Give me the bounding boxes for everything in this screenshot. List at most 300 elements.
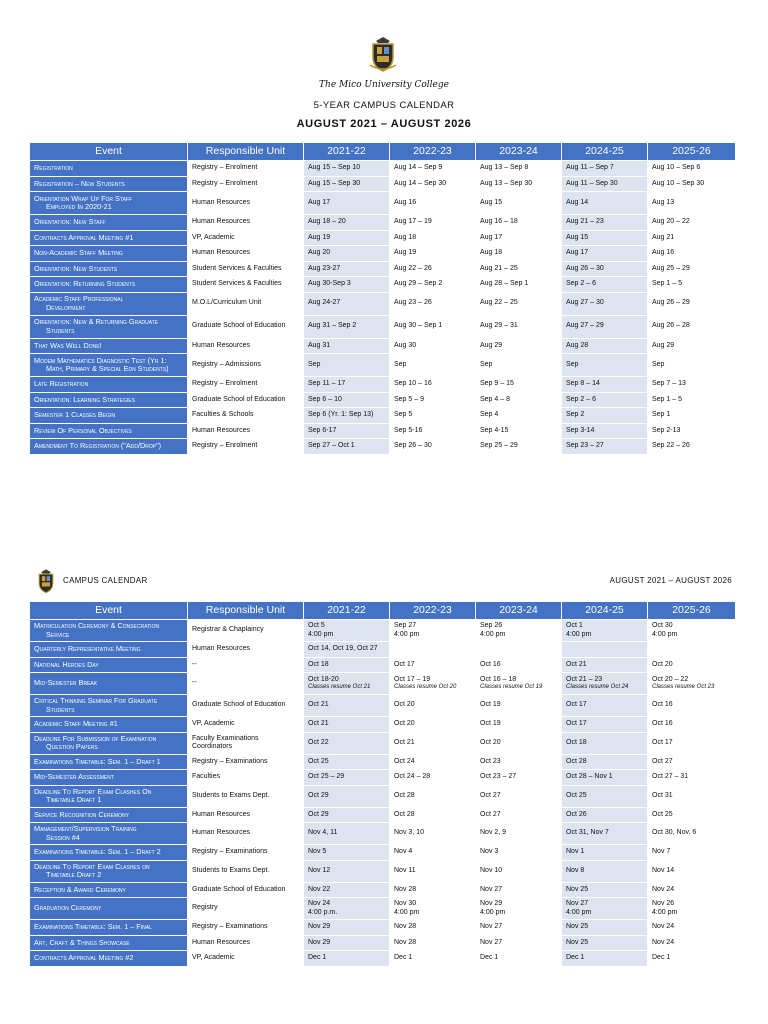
event-label: Development xyxy=(46,302,86,312)
date-cell: Sep 9 – 15 xyxy=(476,377,562,393)
date-value: Oct 16 xyxy=(480,660,501,668)
event-label: Amendment To Registration ("Add/Drop") xyxy=(34,441,162,451)
event-cell xyxy=(30,246,188,262)
date-cell: Aug 27 – 29 xyxy=(562,315,648,338)
date-cell: Aug 16 xyxy=(390,192,476,215)
date-cell: Sep 4-15 xyxy=(476,423,562,439)
date-cell: Aug 30-Sep 3 xyxy=(304,277,390,293)
event-cell xyxy=(30,754,188,770)
date-value: Oct 29 xyxy=(308,810,329,818)
date-cell xyxy=(304,620,390,642)
date-note: Classes resume Oct 23 xyxy=(652,684,715,691)
date-cell xyxy=(648,754,736,770)
date-value: Oct 17 – 19 xyxy=(394,676,431,684)
date-cell: Aug 29 xyxy=(648,338,736,354)
date-cell: Sep 4 – 8 xyxy=(476,392,562,408)
date-cell: Aug 13 – Sep 30 xyxy=(476,176,562,192)
date-cell: Aug 18 xyxy=(390,230,476,246)
date-value: Nov 12 xyxy=(308,866,331,874)
date-cell xyxy=(562,673,648,695)
column-header: 2021-22 xyxy=(304,602,390,620)
date-cell xyxy=(390,642,476,658)
date-value: Oct 14, Oct 19, Oct 27 xyxy=(308,645,378,653)
column-header: 2023-24 xyxy=(476,602,562,620)
date-cell: Sep 22 – 26 xyxy=(648,439,736,455)
date-value: Nov 22 xyxy=(308,885,331,893)
column-header: 2022-23 xyxy=(390,143,476,161)
date-cell xyxy=(390,807,476,823)
event-cell xyxy=(30,717,188,733)
table-row xyxy=(30,951,736,967)
column-header: 2025-26 xyxy=(648,143,736,161)
date-value: Oct 20 xyxy=(394,720,415,728)
event-cell xyxy=(30,732,188,754)
date-cell: Aug 11 – Sep 30 xyxy=(562,176,648,192)
date-cell xyxy=(562,620,648,642)
event-label: Reception & Award Ceremony xyxy=(34,884,126,894)
date-cell: Aug 17 xyxy=(562,246,648,262)
running-header-title: CAMPUS CALENDAR xyxy=(63,576,148,585)
date-cell: Aug 29 – Sep 2 xyxy=(390,277,476,293)
column-header: 2024-25 xyxy=(562,143,648,161)
date-value: Oct 24 – 28 xyxy=(394,773,431,781)
responsible-unit-cell: Student Services & Faculties xyxy=(188,261,304,277)
date-cell xyxy=(562,770,648,786)
responsible-unit-cell: Student Services & Faculties xyxy=(188,277,304,293)
event-cell xyxy=(30,377,188,393)
date-cell xyxy=(562,935,648,951)
date-cell xyxy=(648,935,736,951)
date-cell xyxy=(648,770,736,786)
date-value: Oct 17 xyxy=(566,720,587,728)
responsible-unit-cell: Graduate School of Education xyxy=(188,392,304,408)
responsible-unit-cell: Registry – Enrolment xyxy=(188,439,304,455)
date-cell xyxy=(476,951,562,967)
date-cell xyxy=(390,860,476,882)
event-cell xyxy=(30,951,188,967)
event-label: Employed In 2020-21 xyxy=(46,202,112,211)
date-cell xyxy=(648,695,736,717)
event-cell xyxy=(30,423,188,439)
event-label: Orientation Wrap Up For Staff xyxy=(34,193,133,203)
date-cell xyxy=(562,754,648,770)
column-header: Event xyxy=(30,143,188,161)
date-cell: Aug 20 xyxy=(304,246,390,262)
event-cell xyxy=(30,770,188,786)
responsible-unit-cell: Registry – Examinations xyxy=(188,920,304,936)
responsible-unit-cell: Registry – Enrolment xyxy=(188,161,304,177)
date-cell xyxy=(476,785,562,807)
date-value: Nov 5 xyxy=(308,848,327,856)
event-label: Students xyxy=(46,325,75,335)
event-label: Modem Mathematics Diagnostic Test (Yr 1: xyxy=(34,355,167,365)
event-label: Academic Staff Professional xyxy=(34,294,124,304)
event-label: Mid-Semester Break xyxy=(34,678,98,688)
calendar-subtitle: 5-YEAR CAMPUS CALENDAR xyxy=(313,100,455,111)
date-cell xyxy=(648,642,736,658)
table-row xyxy=(30,770,736,786)
event-cell xyxy=(30,935,188,951)
table-row xyxy=(30,292,736,315)
date-cell xyxy=(476,673,562,695)
date-cell: Aug 29 – 31 xyxy=(476,315,562,338)
event-label: Academic Staff Meeting #1 xyxy=(34,719,118,729)
date-value: Oct 20 – 22 xyxy=(652,676,689,684)
column-header: 2024-25 xyxy=(562,602,648,620)
date-cell: Sep 1 – 5 xyxy=(648,277,736,293)
date-cell: Sep 2 – 6 xyxy=(562,392,648,408)
event-label: Orientation: Returning Students xyxy=(34,279,136,289)
event-label: Art, Craft & Things Showcase xyxy=(34,937,130,947)
table-row xyxy=(30,882,736,898)
column-header: Event xyxy=(30,602,188,620)
date-cell: Aug 15 xyxy=(562,230,648,246)
event-label: Math, Primary & Special Edn Students) xyxy=(46,364,169,373)
date-cell xyxy=(390,657,476,673)
responsible-unit-cell: Registry – Enrolment xyxy=(188,377,304,393)
date-value: Nov 26 xyxy=(652,900,675,908)
date-value: Oct 17 xyxy=(394,660,415,668)
event-cell xyxy=(30,882,188,898)
date-value: Oct 31 xyxy=(652,791,673,799)
date-cell xyxy=(390,732,476,754)
date-value: Oct 27 xyxy=(480,810,501,818)
event-cell xyxy=(30,315,188,338)
date-cell xyxy=(304,770,390,786)
date-cell: Aug 15 – Sep 30 xyxy=(304,176,390,192)
date-cell xyxy=(390,785,476,807)
event-cell xyxy=(30,392,188,408)
date-value: Nov 24 xyxy=(652,885,675,893)
date-cell: Aug 23 – 26 xyxy=(390,292,476,315)
event-cell xyxy=(30,695,188,717)
date-cell xyxy=(562,732,648,754)
date-cell xyxy=(562,920,648,936)
date-cell xyxy=(390,935,476,951)
date-cell: Sep 5-16 xyxy=(390,423,476,439)
event-cell xyxy=(30,261,188,277)
responsible-unit-cell: Faculties & Schools xyxy=(188,408,304,424)
responsible-unit-cell: Human Resources xyxy=(188,423,304,439)
event-cell xyxy=(30,807,188,823)
date-value: Nov 4, 11 xyxy=(308,829,338,837)
date-cell xyxy=(562,882,648,898)
date-cell: Aug 19 xyxy=(304,230,390,246)
date-cell xyxy=(648,620,736,642)
date-cell xyxy=(476,642,562,658)
date-value: Nov 28 xyxy=(394,923,417,931)
date-note: 4:00 pm xyxy=(308,630,334,638)
date-cell: Aug 18 xyxy=(476,246,562,262)
date-value: Oct 26 xyxy=(566,810,587,818)
date-cell xyxy=(390,920,476,936)
date-cell xyxy=(648,807,736,823)
date-cell: Aug 28 – Sep 1 xyxy=(476,277,562,293)
date-cell: Aug 31 – Sep 2 xyxy=(304,315,390,338)
table-row xyxy=(30,392,736,408)
event-cell xyxy=(30,673,188,695)
date-cell xyxy=(476,823,562,845)
date-cell xyxy=(648,860,736,882)
event-label: Quarterly Representative Meeting xyxy=(34,644,141,654)
date-cell xyxy=(476,845,562,861)
date-cell xyxy=(390,770,476,786)
date-cell: Aug 17 xyxy=(304,192,390,215)
date-value: Nov 4 xyxy=(394,848,413,856)
date-cell xyxy=(304,935,390,951)
date-cell xyxy=(304,882,390,898)
date-value: Nov 10 xyxy=(480,866,503,874)
event-label: Orientation: Learning Strategies xyxy=(34,394,135,404)
responsible-unit-cell: Registrar & Chaplaincy xyxy=(188,620,304,642)
table-row xyxy=(30,920,736,936)
date-cell: Aug 10 – Sep 6 xyxy=(648,161,736,177)
date-cell: Aug 21 – 25 xyxy=(476,261,562,277)
event-cell xyxy=(30,354,188,377)
event-cell xyxy=(30,920,188,936)
date-cell xyxy=(476,807,562,823)
event-label: Question Papers xyxy=(46,742,98,751)
date-value: Oct 19 xyxy=(480,701,501,709)
date-value: Dec 1 xyxy=(308,954,327,962)
date-value: Oct 23 – 27 xyxy=(480,773,517,781)
event-cell xyxy=(30,161,188,177)
date-cell: Sep 6 – 10 xyxy=(304,392,390,408)
date-cell xyxy=(390,717,476,733)
date-cell xyxy=(390,673,476,695)
date-value: Oct 20 xyxy=(652,660,673,668)
date-cell xyxy=(390,845,476,861)
date-cell: Aug 26 – 30 xyxy=(562,261,648,277)
date-note: Classes resume Oct 24 xyxy=(566,684,629,691)
date-cell: Sep 3-14 xyxy=(562,423,648,439)
event-cell xyxy=(30,230,188,246)
date-cell xyxy=(476,695,562,717)
table-row xyxy=(30,754,736,770)
event-label: Registration – New Students xyxy=(34,178,125,188)
event-cell xyxy=(30,277,188,293)
event-label: Registration xyxy=(34,163,73,173)
date-value: Nov 3, 10 xyxy=(394,829,424,837)
date-value: Nov 2, 9 xyxy=(480,829,507,837)
table-row xyxy=(30,695,736,717)
date-cell xyxy=(562,695,648,717)
date-cell xyxy=(562,717,648,733)
column-header: 2023-24 xyxy=(476,143,562,161)
date-value: Oct 17 xyxy=(566,701,587,709)
table-row xyxy=(30,785,736,807)
event-label: Service xyxy=(46,629,70,639)
responsible-unit-cell: Human Resources xyxy=(188,215,304,231)
event-label: Timetable Draft 1 xyxy=(46,795,102,804)
event-label: Session #4 xyxy=(46,832,80,842)
event-label: National Heroes Day xyxy=(34,659,99,669)
event-cell xyxy=(30,657,188,673)
date-note: 4:00 pm xyxy=(566,908,592,916)
date-cell xyxy=(476,935,562,951)
date-value: Nov 3 xyxy=(480,848,499,856)
column-header: Responsible Unit xyxy=(188,602,304,620)
date-cell xyxy=(648,951,736,967)
date-value: Oct 28 xyxy=(394,810,415,818)
date-cell xyxy=(390,898,476,920)
date-cell: Aug 17 xyxy=(476,230,562,246)
responsible-unit-cell: Human Resources xyxy=(188,807,304,823)
table-row xyxy=(30,732,736,754)
date-value: Nov 25 xyxy=(566,923,589,931)
date-value: Nov 27 xyxy=(566,900,589,908)
event-label: Orientation: New Students xyxy=(34,263,118,273)
date-cell: Aug 18 – 20 xyxy=(304,215,390,231)
responsible-unit-cell: Students to Exams Dept. xyxy=(188,860,304,882)
date-value: Oct 25 – 29 xyxy=(308,773,345,781)
event-label: Deadline For Submission of Examination xyxy=(34,733,157,743)
date-cell xyxy=(562,657,648,673)
date-cell: Sep 6-17 xyxy=(304,423,390,439)
college-crest-logo-small xyxy=(35,568,57,594)
date-cell xyxy=(304,754,390,770)
date-cell xyxy=(304,860,390,882)
date-value: Nov 30 xyxy=(394,900,417,908)
date-value: Oct 28 – Nov 1 xyxy=(566,773,613,781)
date-cell: Sep 11 – 17 xyxy=(304,377,390,393)
date-note: 4:00 pm xyxy=(480,908,506,916)
date-value: Oct 18-20 xyxy=(308,676,339,684)
date-value: Oct 21 – 23 xyxy=(566,676,603,684)
date-cell: Aug 31 xyxy=(304,338,390,354)
date-cell: Sep 2-13 xyxy=(648,423,736,439)
date-value: Oct 29 xyxy=(308,791,329,799)
table-row xyxy=(30,717,736,733)
date-cell xyxy=(648,785,736,807)
date-note: 4:00 p.m. xyxy=(308,908,338,916)
date-value: Oct 25 xyxy=(566,791,587,799)
date-cell: Aug 21 xyxy=(648,230,736,246)
date-cell: Sep 1 – 5 xyxy=(648,392,736,408)
date-cell: Sep xyxy=(562,354,648,377)
date-value: Oct 30 xyxy=(652,622,673,630)
date-cell: Sep 25 – 29 xyxy=(476,439,562,455)
date-value: Nov 29 xyxy=(308,923,331,931)
date-value: Nov 14 xyxy=(652,866,675,874)
responsible-unit-cell: Human Resources xyxy=(188,192,304,215)
date-cell xyxy=(648,673,736,695)
event-cell xyxy=(30,898,188,920)
event-cell xyxy=(30,215,188,231)
date-value: Oct 21 xyxy=(566,660,587,668)
date-value: Oct 19 xyxy=(480,720,501,728)
responsible-unit-cell: Graduate School of Education xyxy=(188,695,304,717)
date-cell xyxy=(648,732,736,754)
event-label: Graduation Ceremony xyxy=(34,903,102,913)
event-label: Matriculation Ceremony & Consecration xyxy=(34,621,160,631)
date-cell xyxy=(304,657,390,673)
event-label: Examinations Timetable: Sem. 1 – Final xyxy=(34,922,152,932)
event-label: That Was Well Done! xyxy=(34,340,102,350)
date-cell xyxy=(390,823,476,845)
date-cell: Aug 16 xyxy=(648,246,736,262)
date-cell: Sep 6 (Yr. 1: Sep 13) xyxy=(304,408,390,424)
date-cell xyxy=(390,695,476,717)
date-note: 4:00 pm xyxy=(480,630,506,638)
table-row xyxy=(30,354,736,377)
date-value: Dec 1 xyxy=(480,954,499,962)
date-cell xyxy=(304,920,390,936)
date-cell: Aug 10 – Sep 30 xyxy=(648,176,736,192)
table-row xyxy=(30,823,736,845)
table-row xyxy=(30,315,736,338)
date-value: Oct 5 xyxy=(308,622,325,630)
responsible-unit-cell: Human Resources xyxy=(188,935,304,951)
table-row xyxy=(30,423,736,439)
responsible-unit-cell: Human Resources xyxy=(188,642,304,658)
date-cell xyxy=(390,754,476,770)
date-cell: Aug 14 – Sep 30 xyxy=(390,176,476,192)
date-cell: Sep 7 – 13 xyxy=(648,377,736,393)
date-cell: Sep xyxy=(648,354,736,377)
event-cell xyxy=(30,785,188,807)
date-cell xyxy=(476,770,562,786)
column-header: 2025-26 xyxy=(648,602,736,620)
responsible-unit-cell: Graduate School of Education xyxy=(188,315,304,338)
event-cell xyxy=(30,860,188,882)
responsible-unit-cell: Registry – Enrolment xyxy=(188,176,304,192)
event-label: Non-Academic Staff Meeting xyxy=(34,248,123,258)
date-cell xyxy=(304,673,390,695)
date-cell xyxy=(648,920,736,936)
event-cell xyxy=(30,192,188,215)
date-cell: Aug 13 xyxy=(648,192,736,215)
table-row xyxy=(30,673,736,695)
table-row xyxy=(30,657,736,673)
responsible-unit-cell: Human Resources xyxy=(188,338,304,354)
table-row xyxy=(30,215,736,231)
table-row xyxy=(30,192,736,215)
date-cell: Sep 5 xyxy=(390,408,476,424)
college-crest-logo xyxy=(368,35,398,73)
date-cell xyxy=(304,898,390,920)
date-cell xyxy=(562,845,648,861)
date-cell: Sep xyxy=(390,354,476,377)
date-value: Oct 27 xyxy=(652,757,673,765)
responsible-unit-cell: -- xyxy=(188,657,304,673)
event-cell xyxy=(30,338,188,354)
table-row xyxy=(30,935,736,951)
table-row xyxy=(30,620,736,642)
date-cell xyxy=(304,717,390,733)
date-cell xyxy=(562,823,648,845)
date-cell xyxy=(562,807,648,823)
responsible-unit-cell: Faculty Examinations Coordinators xyxy=(188,732,304,754)
table-row xyxy=(30,845,736,861)
date-cell xyxy=(648,882,736,898)
event-label: Review Of Personal Objectives xyxy=(34,425,132,435)
event-cell xyxy=(30,823,188,845)
date-note: Classes resume Oct 19 xyxy=(480,684,543,691)
event-cell xyxy=(30,176,188,192)
date-value: Nov 7 xyxy=(652,848,671,856)
event-label: Service Recognition Ceremony xyxy=(34,809,129,819)
date-cell: Aug 30 xyxy=(390,338,476,354)
date-value: Oct 17 xyxy=(652,738,673,746)
date-value: Oct 16 xyxy=(652,720,673,728)
column-header: Responsible Unit xyxy=(188,143,304,161)
date-cell: Aug 11 – Sep 7 xyxy=(562,161,648,177)
event-label: Semester 1 Classes Begin xyxy=(34,410,115,420)
date-cell xyxy=(476,898,562,920)
responsible-unit-cell: Registry xyxy=(188,898,304,920)
responsible-unit-cell: VP, Academic xyxy=(188,230,304,246)
